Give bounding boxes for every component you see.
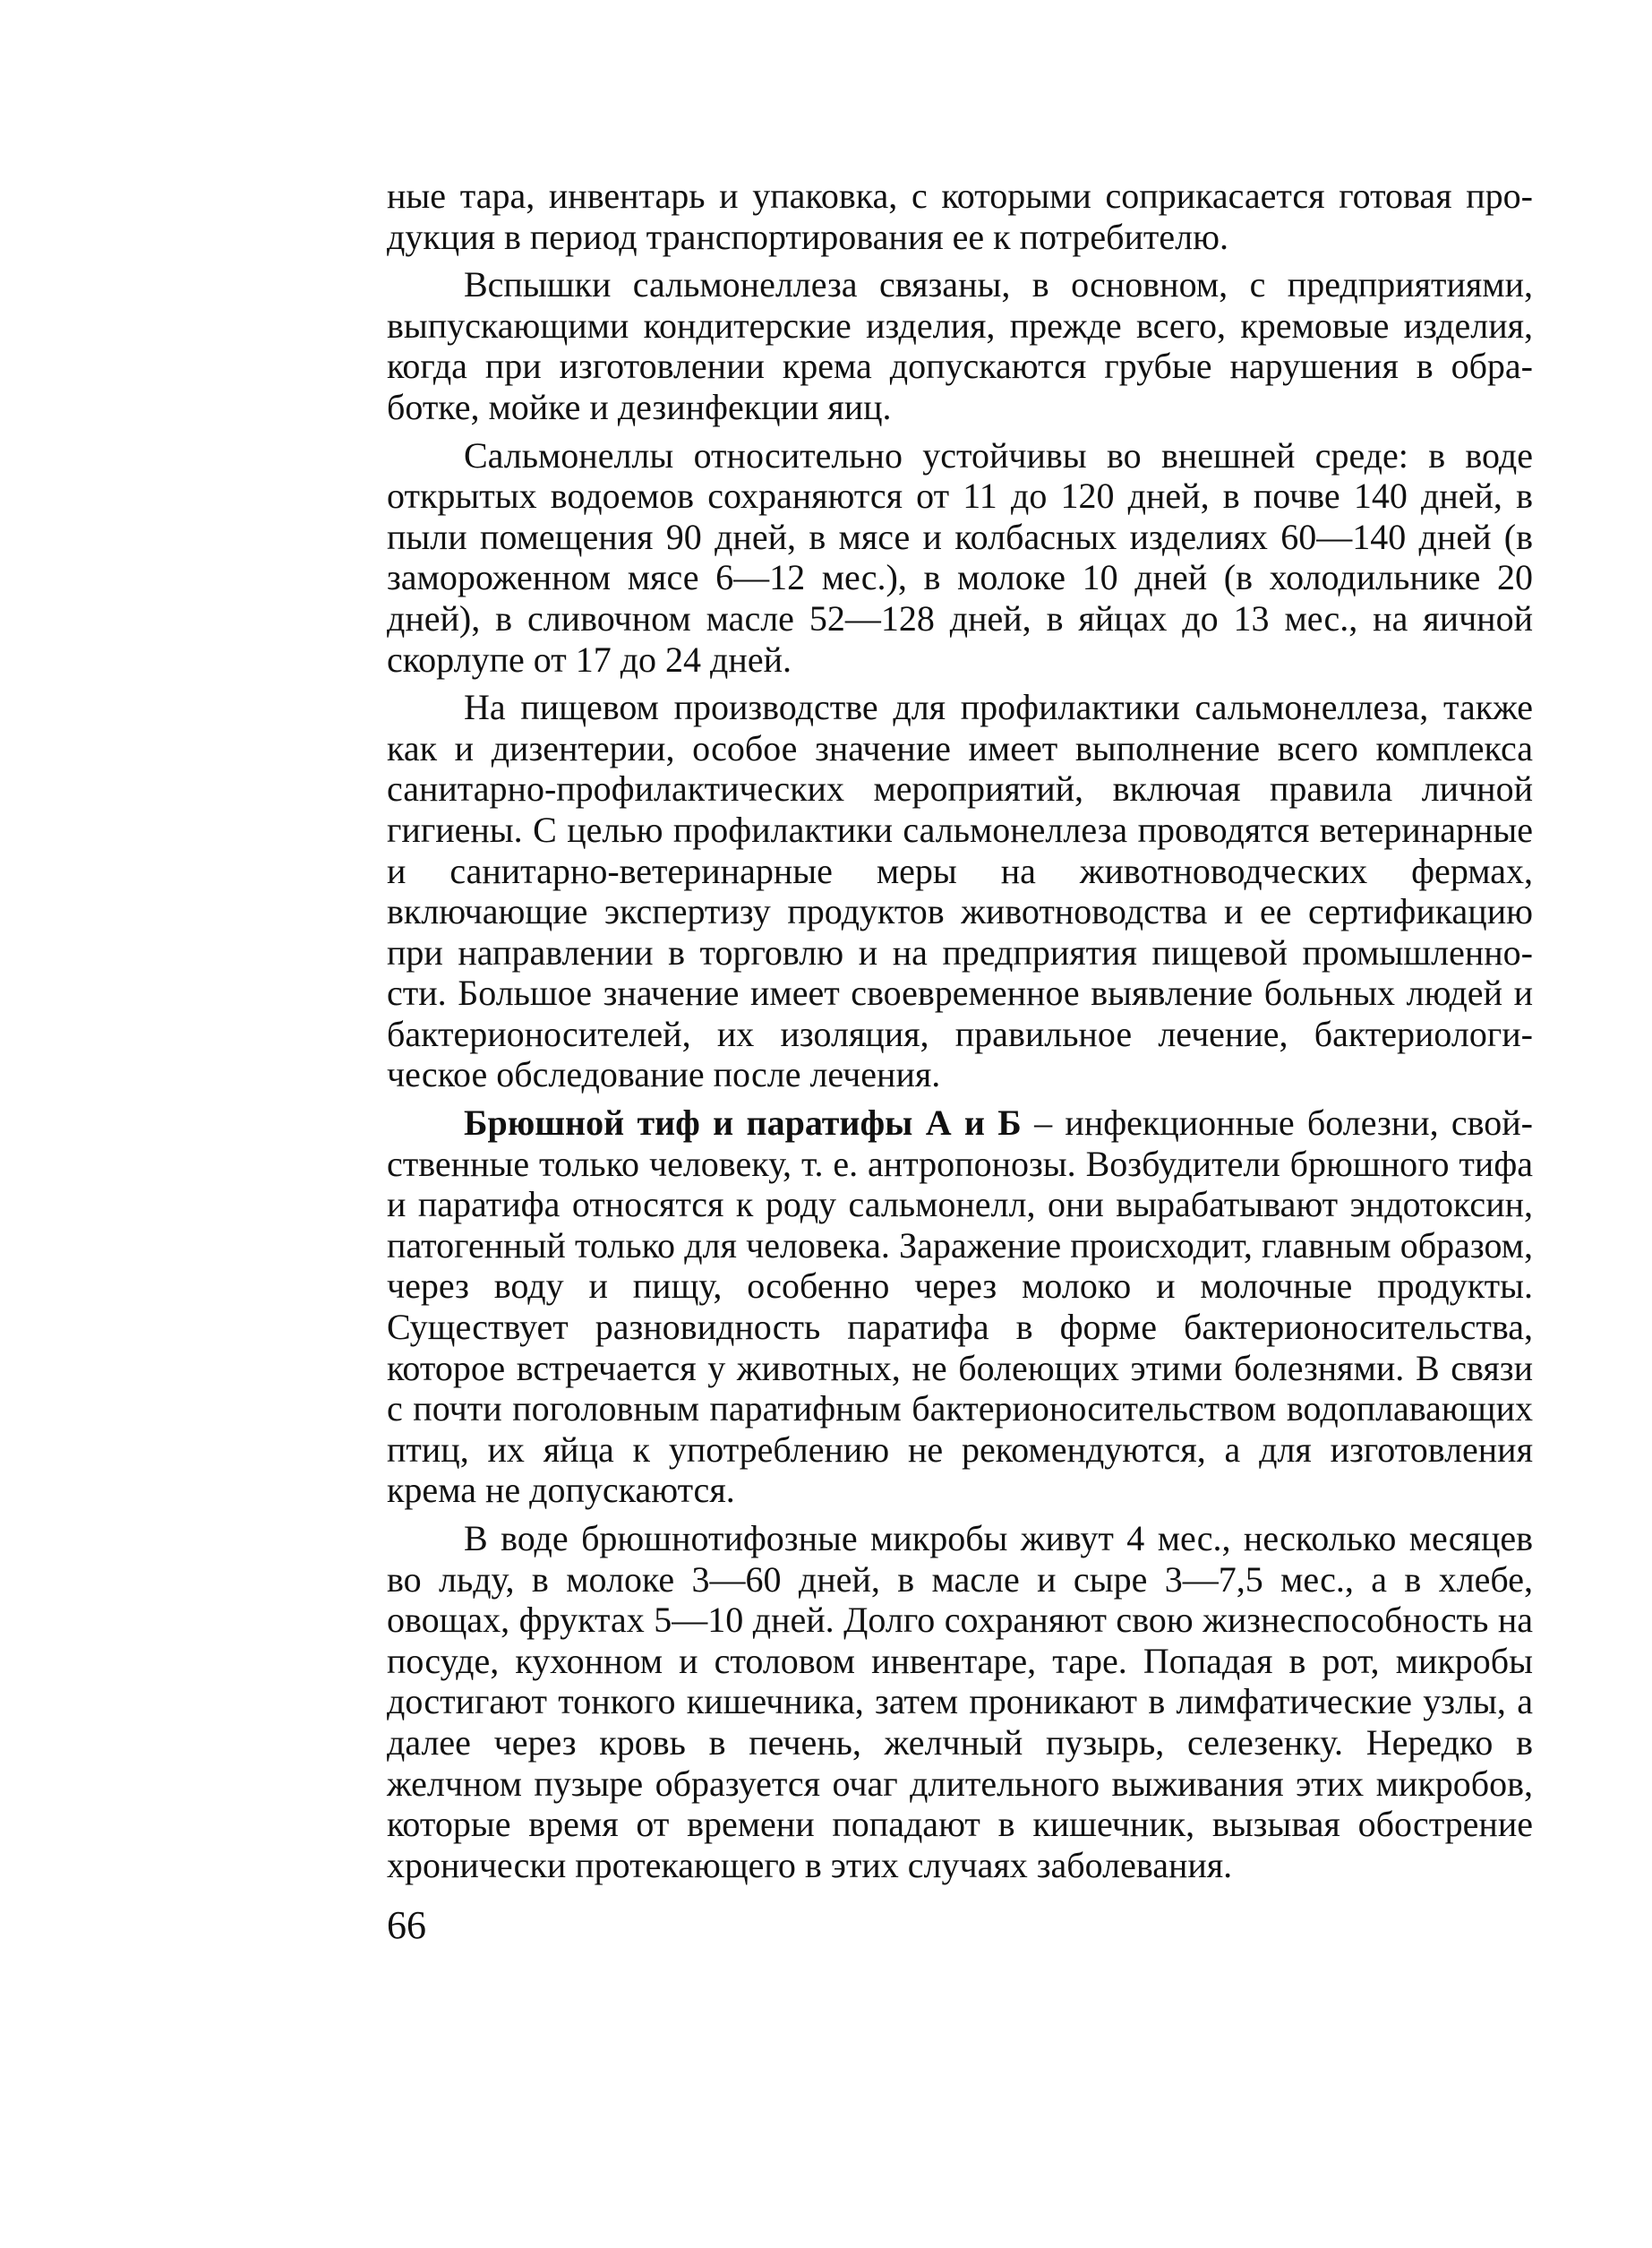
paragraph-salmonellosis-outbreaks: Вспышки сальмонеллеза связаны, в основном, с предприятиями, выпускающими кондитерские изделия, прежде всего, кремовые изделия, когда при изготовлении крема допускаются грубые нарушения в обработке, мойке и дезинфекции яиц.	[387, 264, 1533, 427]
paragraph-salmonella-survival: Сальмонеллы относительно устойчивы во внешней среде: в воде открытых водоемов сохраняются от 11 до 120 дней, в почве 140 дней, в пыли помещения 90 дней, в мясе и колбасных изделиях 60—140 дней (в замороженном мясе 6—12 мес.), в молоке 10 дней (в холодильнике 20 дней), в сливочном масле 52—128 дней, в яйцах до 13 мес., на яичной скорлупе от 17 до 24 дней.	[387, 434, 1533, 680]
paragraph-typhoid-survival: В воде брюшнотифозные микробы живут 4 мес., несколько месяцев во льду, в молоке 3—60 дней, в масле и сыре 3—7,5 мес., а в хлебе, овощах, фруктах 5—10 дней. Долго сохраняют свою жизнеспособность на посуде, кухонном и столовом инвентаре, таре. Попадая в рот, микробы достигают тонкого кишечника, затем проникают в лимфатические узлы, а далее через кровь в печень, желчный пузырь, селезенку. Нередко в желчном пузыре образуется очаг длительного выживания этих микробов, которые время от времени попадают в кишечник, вызывая обострение хронически протекающего в этих случаях заболевания.	[387, 1518, 1533, 1885]
page-body	[387, 176, 1533, 1892]
term-typhoid-paratyphoid: Брюшной тиф и паратифы А и Б	[464, 1103, 1022, 1144]
paragraph-typhoid-text: – инфекционные болезни, свойственные только человеку, т. е. антропонозы. Возбудители брюшного тифа и паратифа относятся к роду сальмонелл, они вырабатывают эндотоксин, патогенный только для человека. Заражение происходит, главным образом, через воду и пищу, особенно через молоко и молочные продукты. Существует разновидность паратифа в форме бактерионосительства, которое встречается у животных, не болеющих этими болезнями. В связи с почти поголовным паратифным бактерионосительством водоплавающих птиц, их яйца к употреблению не рекомендуются, а для изготовления крема не допускаются.	[387, 1103, 1533, 1511]
paragraph-typhoid	[387, 1103, 1533, 1511]
paragraph-prevention: На пищевом производстве для профилактики сальмонеллеза, также как и дизентерии, особое значение имеет выполнение всего комплекса санитарно-профилактических мероприятий, включая правила личной гигиены. С целью профилактики сальмонеллеза проводятся ветеринарные и санитарно-ветеринарные меры на животноводческих фермах, включающие экспертизу продуктов животноводства и ее сертификацию при направлении в торговлю и на предприятия пищевой промышленности. Большое значение имеет своевременное выявление больных людей и бактерионосителей, их изоляция, правильное лечение, бактериологическое обследование после лечения.	[387, 687, 1533, 1095]
page-number: 66	[387, 1903, 426, 1947]
paragraph-continuation: ные тара, инвентарь и упаковка, с которыми соприкасается готовая продукция в период транспортирования ее к потребителю.	[387, 176, 1533, 257]
